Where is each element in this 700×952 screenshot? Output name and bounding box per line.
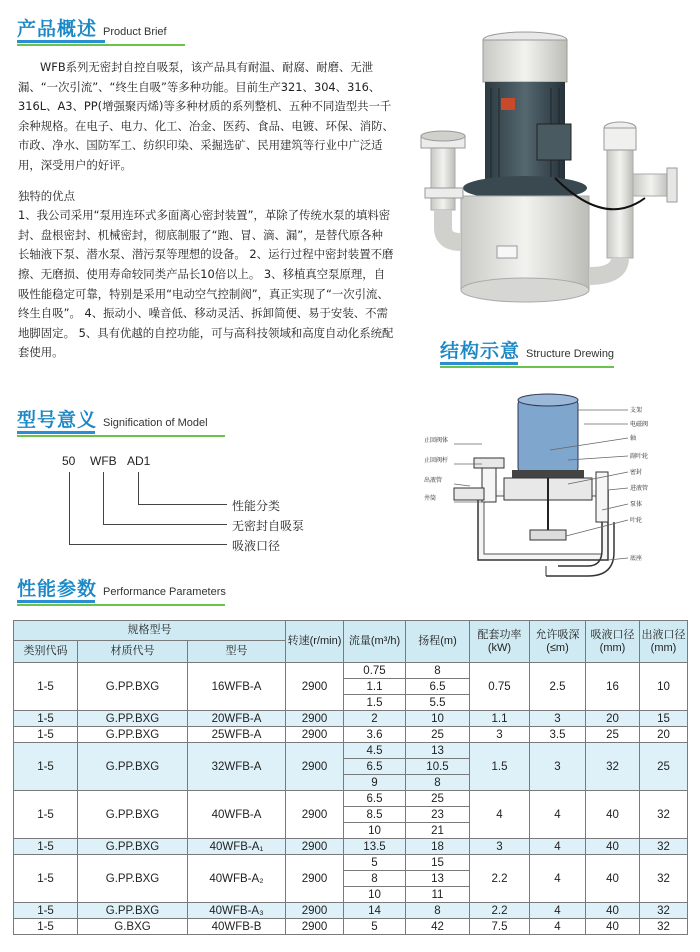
cell-material: G.PP.BXG: [78, 839, 188, 855]
cell-speed: 2900: [286, 663, 344, 711]
cell-inlet: 40: [586, 791, 640, 839]
cell-suction: 4: [530, 903, 586, 919]
brief-title-en: Product Brief: [103, 26, 167, 38]
cell-outlet: 32: [640, 791, 688, 839]
cell-inlet: 40: [586, 919, 640, 935]
th-head: 扬程(m): [406, 621, 470, 663]
cell-outlet: 32: [640, 855, 688, 903]
label-bracket: 支架: [630, 407, 643, 414]
cell-head: 25: [406, 727, 470, 743]
cell-head: 8: [406, 663, 470, 679]
th-model: 型号: [188, 641, 286, 663]
performance-table-body: [14, 663, 688, 935]
label-base: 底座: [630, 555, 643, 562]
cell-suction: 3: [530, 743, 586, 791]
cell-speed: 2900: [286, 903, 344, 919]
cell-suction: 4: [530, 919, 586, 935]
cell-flow: 1.5: [344, 695, 406, 711]
structure-title-en: Structure Drewing: [526, 348, 615, 360]
cell-material: G.PP.BXG: [78, 791, 188, 839]
cell-flow: 2: [344, 711, 406, 727]
brief-text-block: [18, 58, 394, 363]
cell-suction: 3: [530, 711, 586, 727]
features-paragraph: 1、我公司采用“泵用连环式多面离心密封装置”，革除了传统水泵的填料密封、盘根密封、机械密封，彻底制服了“跑、冒、滴、漏”，是替代原各种长轴液下泵、潜水泵、潜污泵等理想的设备。 2、运行过程中密封装置不磨擦、无磨损、使用寿命较同类产品长10倍以上。 3、移植真空泵原理，自吸性能稳定可靠，特别是采用“电动空气控制阀”，真正实现了“一次引流、终生自吸”。 4、振动小、噪音低、移动灵活、拆卸简便、易于安装、不需地脚固定。 5、具有优越的自控功能，可与高科技领域和高度自动化系统配套使用。: [18, 208, 394, 360]
structure-diagram: [418, 380, 693, 585]
th-spec-group: 规格型号: [14, 621, 286, 641]
table-row: [14, 855, 688, 871]
cell-model: 20WFB-A: [188, 711, 286, 727]
th-speed: 转速(r/min): [286, 621, 344, 663]
cell-power: 2.2: [470, 855, 530, 903]
brief-title-cn: 产品概述: [17, 18, 98, 40]
cell-flow: 1.1: [344, 679, 406, 695]
cell-model: 32WFB-A: [188, 743, 286, 791]
cell-speed: 2900: [286, 743, 344, 791]
cell-flow: 3.6: [344, 727, 406, 743]
cell-suction: 4: [530, 839, 586, 855]
table-row: [14, 903, 688, 919]
cell-power: 2.2: [470, 903, 530, 919]
th-flow: 流量(m³/h): [344, 621, 406, 663]
cell-model: 25WFB-A: [188, 727, 286, 743]
cell-material: G.PP.BXG: [78, 727, 188, 743]
perf-title-cn: 性能参数: [17, 578, 98, 600]
cell-power: 7.5: [470, 919, 530, 935]
model-part-caliber: 50: [62, 454, 76, 468]
cell-model: 40WFB-A₁: [188, 839, 286, 855]
cell-power: 0.75: [470, 663, 530, 711]
cell-flow: 5: [344, 919, 406, 935]
cell-head: 11: [406, 887, 470, 903]
perf-title-en: Performance Parameters: [103, 586, 226, 598]
brief-section-title: [17, 14, 167, 41]
cell-category: 1-5: [14, 903, 78, 919]
cell-inlet: 40: [586, 903, 640, 919]
cell-flow: 0.75: [344, 663, 406, 679]
cell-model: 40WFB-A: [188, 791, 286, 839]
cell-head: 10.5: [406, 759, 470, 775]
cell-suction: 2.5: [530, 663, 586, 711]
cell-head: 18: [406, 839, 470, 855]
cell-category: 1-5: [14, 919, 78, 935]
cell-head: 10: [406, 711, 470, 727]
th-inlet: 吸液口径(mm): [586, 621, 640, 663]
cell-head: 21: [406, 823, 470, 839]
label-inlet-pipe: 进液管: [630, 485, 649, 492]
label-seal: 密封: [630, 469, 643, 476]
features-title: 独特的优点: [18, 188, 75, 203]
cell-power: 3: [470, 727, 530, 743]
cell-inlet: 25: [586, 727, 640, 743]
cell-material: G.BXG: [78, 919, 188, 935]
table-row: [14, 663, 688, 679]
label-check-valve: 止回阀体: [424, 437, 449, 444]
cell-category: 1-5: [14, 839, 78, 855]
table-row: [14, 727, 688, 743]
label-check-rod: 止回阀杆: [424, 457, 449, 464]
th-power: 配套功率(kW): [470, 621, 530, 663]
model-section-title: [17, 405, 208, 432]
cell-outlet: 20: [640, 727, 688, 743]
th-suction: 允许吸深(≤m): [530, 621, 586, 663]
cell-head: 13: [406, 743, 470, 759]
perf-section-title: [17, 574, 226, 601]
structure-section-title: [440, 336, 614, 363]
cell-flow: 13.5: [344, 839, 406, 855]
cell-category: 1-5: [14, 791, 78, 839]
cell-speed: 2900: [286, 919, 344, 935]
label-aux-impeller: 副叶轮: [630, 453, 649, 460]
cell-flow: 8.5: [344, 807, 406, 823]
cell-material: G.PP.BXG: [78, 855, 188, 903]
cell-material: G.PP.BXG: [78, 663, 188, 711]
cell-flow: 8: [344, 871, 406, 887]
cell-head: 13: [406, 871, 470, 887]
cell-flow: 14: [344, 903, 406, 919]
cell-power: 1.5: [470, 743, 530, 791]
cell-material: G.PP.BXG: [78, 711, 188, 727]
cell-model: 40WFB-A₂: [188, 855, 286, 903]
cell-model: 40WFB-A₃: [188, 903, 286, 919]
label-well: 井筒: [424, 495, 437, 502]
cell-material: G.PP.BXG: [78, 743, 188, 791]
cell-outlet: 32: [640, 919, 688, 935]
cell-speed: 2900: [286, 727, 344, 743]
cell-inlet: 40: [586, 839, 640, 855]
cell-outlet: 15: [640, 711, 688, 727]
cell-head: 8: [406, 775, 470, 791]
th-category: 类别代码: [14, 641, 78, 663]
cell-head: 5.5: [406, 695, 470, 711]
cell-flow: 5: [344, 855, 406, 871]
pump-photo: [405, 28, 695, 318]
cell-category: 1-5: [14, 743, 78, 791]
cell-flow: 10: [344, 887, 406, 903]
cell-inlet: 20: [586, 711, 640, 727]
table-row: [14, 743, 688, 759]
cell-flow: 6.5: [344, 759, 406, 775]
legend-class: 性能分类: [232, 499, 281, 513]
cell-flow: 10: [344, 823, 406, 839]
cell-suction: 3.5: [530, 727, 586, 743]
cell-speed: 2900: [286, 791, 344, 839]
label-pump-body: 泵体: [630, 501, 643, 508]
brief-paragraph: WFB系列无密封自控自吸泵，该产品具有耐温、耐腐、耐磨、无泄漏、“一次引流”、“终生自吸”等多种功能。目前生产321、304、316、316L、A3、PP(增强聚丙烯)等多种材质的系列整机、五种不同造型共一千余种规格。在电子、电力、化工、冶金、医药、食品、电镀、环保、消防、市政、净水、国防军工、纺织印染、采掘选矿、民用建筑等行业中广泛适用，深受用户的好评。: [18, 60, 394, 172]
cell-suction: 4: [530, 855, 586, 903]
label-impeller: 叶轮: [630, 517, 643, 524]
label-shaft: 轴: [630, 435, 637, 442]
cell-suction: 4: [530, 791, 586, 839]
structure-title-cn: 结构示意: [440, 340, 521, 362]
cell-inlet: 40: [586, 855, 640, 903]
cell-inlet: 32: [586, 743, 640, 791]
cell-head: 15: [406, 855, 470, 871]
cell-model: 40WFB-B: [188, 919, 286, 935]
cell-head: 23: [406, 807, 470, 823]
cell-head: 8: [406, 903, 470, 919]
cell-flow: 6.5: [344, 791, 406, 807]
cell-category: 1-5: [14, 663, 78, 711]
cell-flow: 4.5: [344, 743, 406, 759]
cell-category: 1-5: [14, 855, 78, 903]
cell-category: 1-5: [14, 711, 78, 727]
cell-flow: 9: [344, 775, 406, 791]
cell-speed: 2900: [286, 839, 344, 855]
label-solenoid: 电磁阀: [630, 421, 649, 428]
cell-material: G.PP.BXG: [78, 903, 188, 919]
th-outlet: 出液口径(mm): [640, 621, 688, 663]
model-title-cn: 型号意义: [17, 409, 98, 431]
cell-power: 3: [470, 839, 530, 855]
th-material: 材质代号: [78, 641, 188, 663]
cell-head: 25: [406, 791, 470, 807]
table-row: [14, 839, 688, 855]
cell-outlet: 10: [640, 663, 688, 711]
cell-inlet: 16: [586, 663, 640, 711]
model-part-class: AD1: [127, 454, 151, 468]
cell-outlet: 32: [640, 903, 688, 919]
performance-table: [13, 620, 688, 935]
legend-series: 无密封自吸泵: [232, 519, 305, 533]
model-title-en: Signification of Model: [103, 417, 208, 429]
label-outlet-pipe: 出液管: [424, 477, 443, 484]
cell-head: 6.5: [406, 679, 470, 695]
model-part-series: WFB: [90, 454, 117, 468]
cell-power: 4: [470, 791, 530, 839]
cell-outlet: 25: [640, 743, 688, 791]
legend-caliber: 吸液口径: [232, 539, 281, 553]
cell-speed: 2900: [286, 855, 344, 903]
cell-power: 1.1: [470, 711, 530, 727]
cell-outlet: 32: [640, 839, 688, 855]
table-row: [14, 791, 688, 807]
cell-head: 42: [406, 919, 470, 935]
cell-category: 1-5: [14, 727, 78, 743]
table-row: [14, 711, 688, 727]
cell-speed: 2900: [286, 711, 344, 727]
table-row: [14, 919, 688, 935]
cell-model: 16WFB-A: [188, 663, 286, 711]
